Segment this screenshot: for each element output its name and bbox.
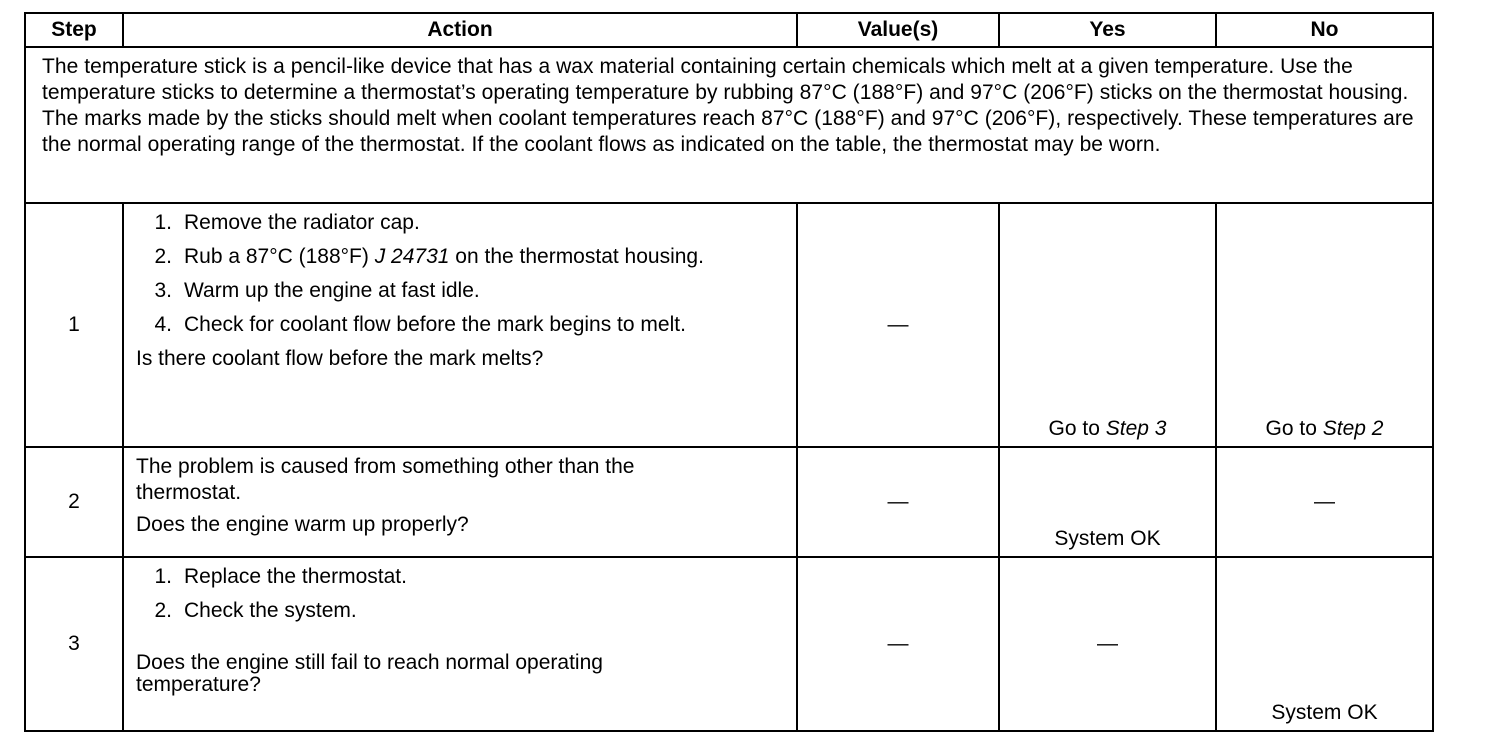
item-text-post: on the thermostat housing.: [449, 245, 704, 268]
action-text: The problem is caused from something other than the thermostat.: [136, 455, 635, 504]
item-number: 2.: [154, 599, 172, 622]
intro-text: The temperature stick is a pencil-like device that has a wax material containing certain chemicals which melt at a given temperature. Use the temperature sticks to determine a thermostat’s operating temperature by rubbing 87°C (188°F) and 97°C (206°F) sticks on the thermostat housing. The marks made by the sticks should melt when coolant temperatures reach 87°C (188°F) and 97°C (206°F), respectively. These temperatures are the normal operating range of the thermostat. If the coolant flows as indicated on the table, the thermostat may be worn.: [25, 47, 1433, 203]
yes-text: Go to: [1048, 417, 1106, 440]
yes-cell: —: [999, 557, 1216, 731]
yes-cell: System OK: [999, 447, 1216, 557]
list-item: [136, 210, 784, 236]
action-list: [136, 564, 784, 624]
item-text: Remove the radiator cap.: [184, 211, 420, 234]
item-number: 1.: [154, 565, 172, 588]
value-cell: —: [797, 203, 999, 447]
no-text: Go to: [1265, 417, 1323, 440]
tool-reference: J 24731: [374, 245, 450, 268]
item-text-pre: Rub a 87°C (188°F): [184, 245, 375, 268]
header-values: Value(s): [797, 13, 999, 47]
item-text: Check for coolant flow before the mark begins to melt.: [184, 313, 686, 336]
item-number: 4.: [154, 313, 172, 336]
header-yes: Yes: [999, 13, 1216, 47]
header-no: No: [1216, 13, 1433, 47]
question-text: Does the engine still fail to reach normal operating temperature?: [136, 651, 603, 696]
yes-step-link: Step 3: [1105, 417, 1167, 440]
value-cell: —: [797, 557, 999, 731]
list-item: [136, 564, 784, 590]
value-cell: —: [797, 447, 999, 557]
no-cell: —: [1216, 447, 1433, 557]
item-number: 3.: [154, 279, 172, 302]
step-number: 1: [25, 203, 123, 447]
table-row: [25, 447, 1433, 557]
list-item: [136, 278, 784, 304]
action-cell: [123, 203, 797, 447]
no-cell: [1216, 203, 1433, 447]
item-text: Warm up the engine at fast idle.: [184, 279, 480, 302]
question-text: Does the engine warm up properly?: [136, 513, 469, 536]
list-item: [136, 598, 784, 624]
header-action: Action: [123, 13, 797, 47]
header-row: [25, 13, 1433, 47]
step-number: 3: [25, 557, 123, 731]
question-text: Is there coolant flow before the mark melts?: [136, 347, 544, 370]
no-cell: System OK: [1216, 557, 1433, 731]
item-number: 1.: [154, 211, 172, 234]
item-text: Check the system.: [184, 599, 357, 622]
header-step: Step: [25, 13, 123, 47]
item-text: [184, 244, 784, 270]
table-row: [25, 203, 1433, 447]
table-row: [25, 557, 1433, 731]
action-cell: [123, 557, 797, 731]
intro-row: [25, 47, 1433, 203]
yes-cell: [999, 203, 1216, 447]
list-item: [136, 244, 784, 270]
item-number: 2.: [154, 245, 172, 268]
action-list: [136, 210, 784, 338]
no-step-link: Step 2: [1322, 417, 1384, 440]
item-text: Replace the thermostat.: [184, 565, 407, 588]
diagnostic-table: [24, 12, 1434, 732]
list-item: [136, 312, 784, 338]
step-number: 2: [25, 447, 123, 557]
action-cell: [123, 447, 797, 557]
